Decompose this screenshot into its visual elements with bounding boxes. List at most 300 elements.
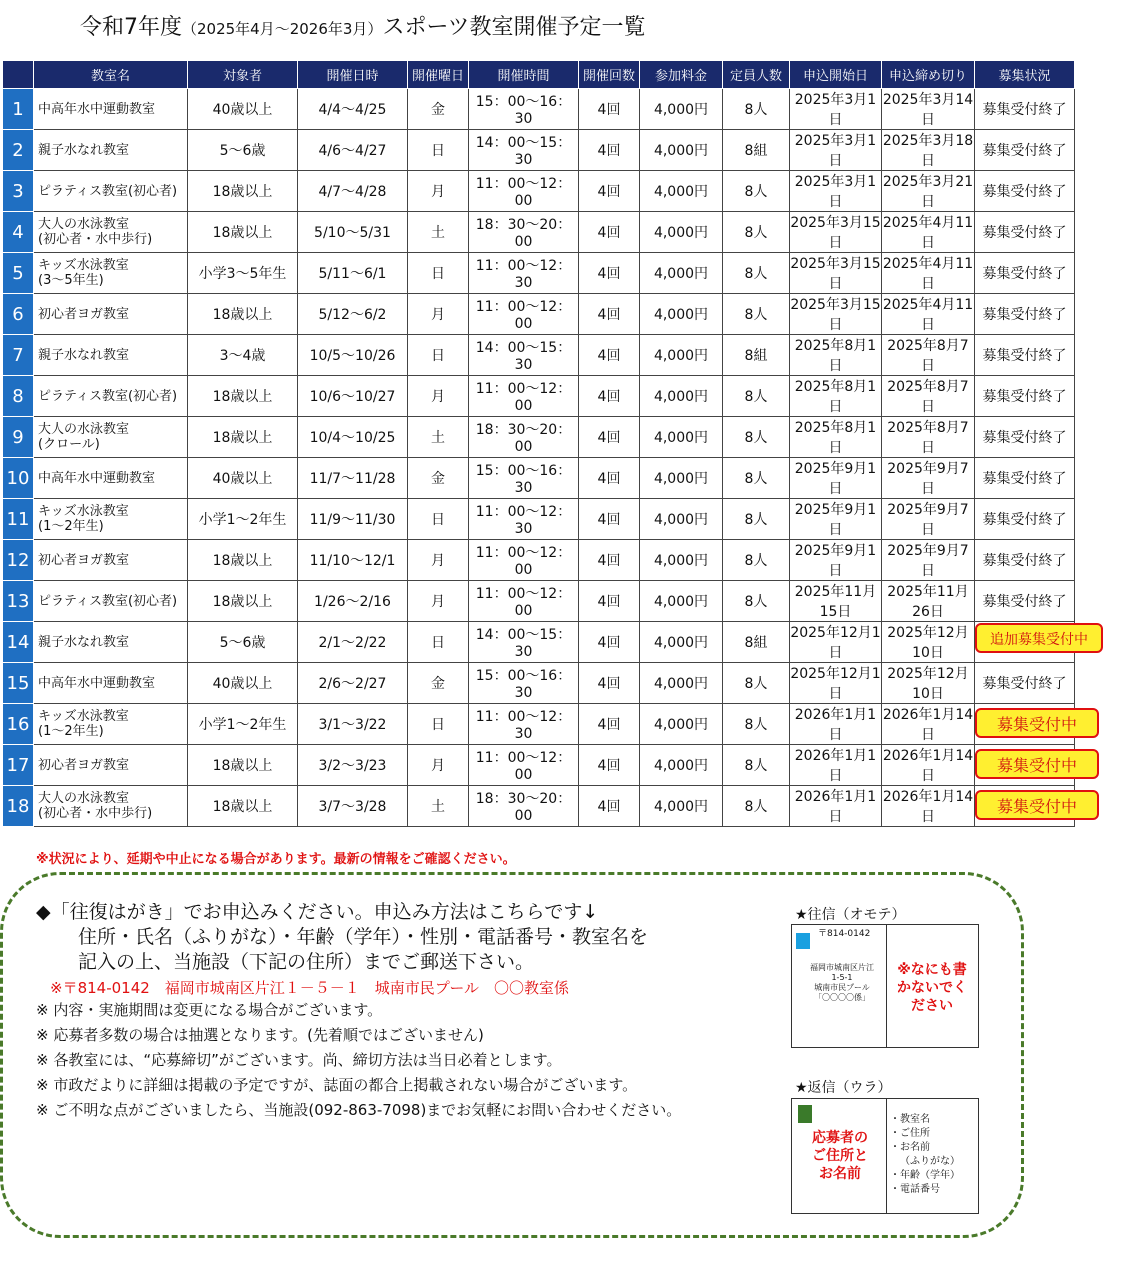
class-name <box>34 499 188 540</box>
weekday: 月 <box>408 294 469 335</box>
fee: 4,000円 <box>640 171 723 212</box>
status-cell <box>975 704 1075 745</box>
table-row <box>3 335 1075 376</box>
card-back-item: ・電話番号 <box>890 1184 940 1195</box>
status-cell: 募集受付終了 <box>975 212 1075 253</box>
class-name-line: (クロール) <box>38 437 100 452</box>
row-number: 2 <box>3 130 34 171</box>
apply-end: 2026年1月14日 <box>882 704 975 745</box>
status-cell: 募集受付終了 <box>975 417 1075 458</box>
row-number: 4 <box>3 212 34 253</box>
count: 4回 <box>579 335 640 376</box>
fee: 4,000円 <box>640 335 723 376</box>
status-cell: 募集受付終了 <box>975 663 1075 704</box>
table-row <box>3 253 1075 294</box>
row-number: 17 <box>3 745 34 786</box>
class-name-line: 大人の水泳教室 <box>38 791 130 806</box>
status-cell: 募集受付終了 <box>975 294 1075 335</box>
column-header: 定員人数 <box>723 61 790 89</box>
class-name <box>34 745 188 786</box>
apply-start: 2025年9月1日 <box>790 540 882 581</box>
apply-end: 2026年1月14日 <box>882 786 975 827</box>
apply-end: 2025年3月14日 <box>882 89 975 130</box>
count: 4回 <box>579 417 640 458</box>
target: 小学1～2年生 <box>188 499 298 540</box>
class-name-line: 初心者ヨガ教室 <box>38 552 130 568</box>
class-name-line: 中高年水中運動教室 <box>38 470 156 486</box>
status-cell: 募集受付終了 <box>975 581 1075 622</box>
count: 4回 <box>579 89 640 130</box>
status-badge: 募集受付中 <box>975 708 1099 738</box>
status-cell: 募集受付終了 <box>975 335 1075 376</box>
notice-text: ※状況により、延期や中止になる場合があります。最新の情報をご確認ください。 <box>36 852 516 867</box>
apply-start: 2025年3月1日 <box>790 89 882 130</box>
status-cell: 募集受付終了 <box>975 540 1075 581</box>
time: 18：30～20：00 <box>469 212 579 253</box>
time: 11：00～12：00 <box>469 581 579 622</box>
column-header: 開催時間 <box>469 61 579 89</box>
card-front <box>791 924 979 1048</box>
class-name <box>34 663 188 704</box>
capacity: 8人 <box>723 786 790 827</box>
count: 4回 <box>579 704 640 745</box>
dates: 5/12～6/2 <box>298 294 408 335</box>
target: 40歳以上 <box>188 663 298 704</box>
dates: 11/7～11/28 <box>298 458 408 499</box>
apply-start: 2025年12月1日 <box>790 663 882 704</box>
apply-start: 2025年8月1日 <box>790 376 882 417</box>
info-lines <box>36 900 681 1123</box>
weekday: 月 <box>408 376 469 417</box>
weekday: 土 <box>408 212 469 253</box>
capacity: 8人 <box>723 294 790 335</box>
fee: 4,000円 <box>640 212 723 253</box>
dates: 3/7～3/28 <box>298 786 408 827</box>
target: 18歳以上 <box>188 171 298 212</box>
weekday: 月 <box>408 540 469 581</box>
apply-end: 2025年3月18日 <box>882 130 975 171</box>
apply-end: 2026年1月14日 <box>882 745 975 786</box>
class-name-line: 親子水なれ教室 <box>38 634 130 650</box>
time: 11：00～12：30 <box>469 704 579 745</box>
table-header-row <box>3 61 1075 89</box>
apply-start: 2026年1月1日 <box>790 786 882 827</box>
class-name <box>34 540 188 581</box>
row-number: 16 <box>3 704 34 745</box>
count: 4回 <box>579 622 640 663</box>
class-name-line: 初心者ヨガ教室 <box>38 757 130 773</box>
capacity: 8人 <box>723 417 790 458</box>
card-address: 福岡市城南区片江 1-5-1 城南市民プール 「〇〇〇〇係」 <box>810 963 874 1002</box>
row-number: 7 <box>3 335 34 376</box>
apply-start: 2026年1月1日 <box>790 704 882 745</box>
status-cell: 募集受付終了 <box>975 89 1075 130</box>
target: 40歳以上 <box>188 89 298 130</box>
count: 4回 <box>579 581 640 622</box>
column-header: 申込締め切り <box>882 61 975 89</box>
card-back-item: ・年齢（学年） <box>890 1170 960 1181</box>
note-line: ※ ご不明な点がございましたら、当施設(092-863-7098)までお気軽にお問い合わせください。 <box>36 1101 682 1119</box>
column-header: 開催曜日 <box>408 61 469 89</box>
count: 4回 <box>579 130 640 171</box>
card-back-item: （ふりがな） <box>900 1156 960 1167</box>
count: 4回 <box>579 663 640 704</box>
time: 11：00～12：00 <box>469 745 579 786</box>
dates: 11/10～12/1 <box>298 540 408 581</box>
target: 3～4歳 <box>188 335 298 376</box>
target: 5～6歳 <box>188 130 298 171</box>
target: 小学3～5年生 <box>188 253 298 294</box>
row-number: 5 <box>3 253 34 294</box>
capacity: 8人 <box>723 663 790 704</box>
row-number: 12 <box>3 540 34 581</box>
class-name <box>34 417 188 458</box>
table-row <box>3 786 1075 827</box>
time: 11：00～12：00 <box>469 376 579 417</box>
count: 4回 <box>579 212 640 253</box>
column-header <box>3 61 34 89</box>
table-row <box>3 458 1075 499</box>
stamp-icon <box>796 933 810 949</box>
table-row <box>3 417 1075 458</box>
target: 18歳以上 <box>188 376 298 417</box>
row-number: 11 <box>3 499 34 540</box>
time: 11：00～12：00 <box>469 540 579 581</box>
time: 14：00～15：30 <box>469 335 579 376</box>
class-name-line: 親子水なれ教室 <box>38 347 130 363</box>
apply-end: 2025年3月21日 <box>882 171 975 212</box>
time: 11：00～12：00 <box>469 294 579 335</box>
table-row <box>3 212 1075 253</box>
class-name-line: キッズ水泳教室 <box>38 258 129 273</box>
time: 11：00～12：00 <box>469 171 579 212</box>
card-back-item: ・お名前 <box>890 1142 930 1153</box>
note-line: ※ 市政だよりに詳細は掲載の予定ですが、誌面の都合上掲載されない場合がございます。 <box>36 1076 638 1094</box>
weekday: 日 <box>408 253 469 294</box>
fee: 4,000円 <box>640 130 723 171</box>
status-badge: 募集受付中 <box>975 790 1099 820</box>
info-line-3: 記入の上、当施設（下記の住所）までご郵送下さい。 <box>78 951 535 973</box>
fee: 4,000円 <box>640 704 723 745</box>
class-name <box>34 130 188 171</box>
card-warning: ※なにも書 かないでく ださい <box>897 962 967 1014</box>
apply-start: 2025年3月15日 <box>790 212 882 253</box>
class-name <box>34 171 188 212</box>
class-name-line: 親子水なれ教室 <box>38 142 130 158</box>
card-divider <box>886 925 887 1047</box>
card-back-red-text: 応募者の ご住所と お名前 <box>812 1130 868 1182</box>
apply-end: 2025年9月7日 <box>882 540 975 581</box>
class-name-line: キッズ水泳教室 <box>38 709 129 724</box>
notes-list <box>36 998 681 1123</box>
status-cell: 募集受付終了 <box>975 458 1075 499</box>
dates: 2/1～2/22 <box>298 622 408 663</box>
row-number: 3 <box>3 171 34 212</box>
count: 4回 <box>579 499 640 540</box>
status-badge: 募集受付中 <box>975 749 1099 779</box>
table-row <box>3 745 1075 786</box>
class-name-line: 中高年水中運動教室 <box>38 101 156 117</box>
class-name-line: 初心者ヨガ教室 <box>38 306 130 322</box>
row-number: 14 <box>3 622 34 663</box>
fee: 4,000円 <box>640 745 723 786</box>
class-name-line: ピラティス教室(初心者) <box>38 183 178 199</box>
class-name-line: (1～2年生) <box>38 519 104 534</box>
fee: 4,000円 <box>640 663 723 704</box>
weekday: 日 <box>408 622 469 663</box>
class-name-line: (初心者・水中歩行) <box>38 232 153 247</box>
info-line-1: ◆「往復はがき」でお申込みください。申込み方法はこちらです↓ <box>36 901 599 923</box>
capacity: 8人 <box>723 89 790 130</box>
class-name <box>34 786 188 827</box>
time: 15：00～16：30 <box>469 89 579 130</box>
count: 4回 <box>579 458 640 499</box>
column-header: 開催日時 <box>298 61 408 89</box>
apply-start: 2026年1月1日 <box>790 745 882 786</box>
column-header: 参加料金 <box>640 61 723 89</box>
table-row <box>3 171 1075 212</box>
apply-end: 2025年8月7日 <box>882 376 975 417</box>
dates: 10/4～10/25 <box>298 417 408 458</box>
status-badge: 追加募集受付中 <box>975 623 1103 653</box>
weekday: 日 <box>408 704 469 745</box>
class-name <box>34 212 188 253</box>
fee: 4,000円 <box>640 786 723 827</box>
class-name-line: (初心者・水中歩行) <box>38 806 153 821</box>
card-front-label: ★往信（オモテ） <box>795 907 906 923</box>
row-number: 18 <box>3 786 34 827</box>
fee: 4,000円 <box>640 540 723 581</box>
note-line: ※ 内容・実施期間は変更になる場合がございます。 <box>36 1001 383 1019</box>
capacity: 8組 <box>723 622 790 663</box>
capacity: 8人 <box>723 458 790 499</box>
apply-start: 2025年3月1日 <box>790 171 882 212</box>
time: 11：00～12：30 <box>469 253 579 294</box>
class-name <box>34 335 188 376</box>
count: 4回 <box>579 745 640 786</box>
dates: 5/11～6/1 <box>298 253 408 294</box>
count: 4回 <box>579 376 640 417</box>
time: 14：00～15：30 <box>469 130 579 171</box>
class-name <box>34 294 188 335</box>
status-cell: 募集受付終了 <box>975 499 1075 540</box>
fee: 4,000円 <box>640 253 723 294</box>
note-line: ※ 各教室には、“応募締切”がございます。尚、締切方法は当日必着とします。 <box>36 1051 562 1069</box>
card-back-item: ・ご住所 <box>890 1128 930 1139</box>
table-row <box>3 581 1075 622</box>
time: 11：00～12：30 <box>469 499 579 540</box>
fee: 4,000円 <box>640 458 723 499</box>
weekday: 日 <box>408 499 469 540</box>
class-name <box>34 89 188 130</box>
fee: 4,000円 <box>640 294 723 335</box>
row-number: 15 <box>3 663 34 704</box>
apply-start: 2025年12月1日 <box>790 622 882 663</box>
target: 18歳以上 <box>188 581 298 622</box>
column-header: 募集状況 <box>975 61 1075 89</box>
weekday: 月 <box>408 171 469 212</box>
schedule-table <box>2 60 1088 827</box>
status-cell <box>975 786 1075 827</box>
count: 4回 <box>579 171 640 212</box>
apply-end: 2025年8月7日 <box>882 417 975 458</box>
count: 4回 <box>579 294 640 335</box>
capacity: 8人 <box>723 745 790 786</box>
weekday: 土 <box>408 417 469 458</box>
count: 4回 <box>579 540 640 581</box>
fee: 4,000円 <box>640 499 723 540</box>
class-name-line: 大人の水泳教室 <box>38 217 130 232</box>
table-row <box>3 294 1075 335</box>
target: 18歳以上 <box>188 417 298 458</box>
row-number: 13 <box>3 581 34 622</box>
weekday: 日 <box>408 335 469 376</box>
apply-end: 2025年12月10日 <box>882 663 975 704</box>
table-row <box>3 663 1075 704</box>
apply-start: 2025年8月1日 <box>790 417 882 458</box>
capacity: 8人 <box>723 540 790 581</box>
status-cell: 募集受付終了 <box>975 171 1075 212</box>
column-header: 申込開始日 <box>790 61 882 89</box>
column-header: 対象者 <box>188 61 298 89</box>
capacity: 8人 <box>723 499 790 540</box>
apply-end: 2025年4月11日 <box>882 294 975 335</box>
apply-start: 2025年9月1日 <box>790 499 882 540</box>
apply-end: 2025年9月7日 <box>882 499 975 540</box>
table-row <box>3 622 1075 663</box>
table-row <box>3 499 1075 540</box>
apply-end: 2025年8月7日 <box>882 335 975 376</box>
capacity: 8人 <box>723 212 790 253</box>
class-name <box>34 622 188 663</box>
time: 18：30～20：00 <box>469 417 579 458</box>
dates: 11/9～11/30 <box>298 499 408 540</box>
capacity: 8人 <box>723 704 790 745</box>
dates: 10/5～10/26 <box>298 335 408 376</box>
apply-end: 2025年9月7日 <box>882 458 975 499</box>
status-cell <box>975 622 1088 663</box>
card-divider <box>886 1099 887 1213</box>
card-back <box>791 1098 979 1214</box>
dates: 1/26～2/16 <box>298 581 408 622</box>
target: 18歳以上 <box>188 540 298 581</box>
target: 5～6歳 <box>188 622 298 663</box>
apply-start: 2025年3月1日 <box>790 130 882 171</box>
card-back-label: ★返信（ウラ） <box>795 1080 892 1096</box>
weekday: 月 <box>408 745 469 786</box>
class-name-line: ピラティス教室(初心者) <box>38 593 178 609</box>
target: 40歳以上 <box>188 458 298 499</box>
capacity: 8組 <box>723 130 790 171</box>
capacity: 8人 <box>723 253 790 294</box>
apply-start: 2025年8月1日 <box>790 335 882 376</box>
weekday: 金 <box>408 458 469 499</box>
class-name <box>34 581 188 622</box>
target: 小学1～2年生 <box>188 704 298 745</box>
row-number: 1 <box>3 89 34 130</box>
table-row <box>3 704 1075 745</box>
dates: 2/6～2/27 <box>298 663 408 704</box>
apply-end: 2025年12月10日 <box>882 622 975 663</box>
capacity: 8人 <box>723 171 790 212</box>
status-cell: 募集受付終了 <box>975 376 1075 417</box>
class-name <box>34 376 188 417</box>
fee: 4,000円 <box>640 581 723 622</box>
apply-end: 2025年4月11日 <box>882 253 975 294</box>
apply-start: 2025年11月15日 <box>790 581 882 622</box>
apply-start: 2025年3月15日 <box>790 253 882 294</box>
row-number: 9 <box>3 417 34 458</box>
dates: 4/6～4/27 <box>298 130 408 171</box>
target: 18歳以上 <box>188 294 298 335</box>
weekday: 日 <box>408 130 469 171</box>
dates: 5/10～5/31 <box>298 212 408 253</box>
weekday: 月 <box>408 581 469 622</box>
fee: 4,000円 <box>640 417 723 458</box>
time: 14：00～15：30 <box>469 622 579 663</box>
target: 18歳以上 <box>188 786 298 827</box>
capacity: 8人 <box>723 581 790 622</box>
stamp-icon <box>798 1105 812 1123</box>
time: 15：00～16：30 <box>469 663 579 704</box>
card-zip: 〒814-0142 <box>818 929 871 939</box>
info-line-2: 住所・氏名（ふりがな）・年齢（学年）・性別・電話番号・教室名を <box>78 926 649 948</box>
page-title: 令和7年度（2025年4月～2026年3月）スポーツ教室開催予定一覧 <box>80 15 646 40</box>
count: 4回 <box>579 253 640 294</box>
time: 18：30～20：00 <box>469 786 579 827</box>
target: 18歳以上 <box>188 212 298 253</box>
class-name <box>34 458 188 499</box>
table-row <box>3 376 1075 417</box>
dates: 3/2～3/23 <box>298 745 408 786</box>
target: 18歳以上 <box>188 745 298 786</box>
capacity: 8人 <box>723 376 790 417</box>
fee: 4,000円 <box>640 89 723 130</box>
capacity: 8組 <box>723 335 790 376</box>
fee: 4,000円 <box>640 376 723 417</box>
apply-start: 2025年3月15日 <box>790 294 882 335</box>
class-name-line: (3～5年生) <box>38 273 104 288</box>
mail-address: ※〒814-0142 福岡市城南区片江１－５－１ 城南市民プール 〇〇教室係 <box>50 979 570 997</box>
fee: 4,000円 <box>640 622 723 663</box>
table-row <box>3 540 1075 581</box>
class-name-line: キッズ水泳教室 <box>38 504 129 519</box>
status-cell <box>975 745 1075 786</box>
apply-start: 2025年9月1日 <box>790 458 882 499</box>
time: 15：00～16：30 <box>469 458 579 499</box>
weekday: 金 <box>408 89 469 130</box>
column-header: 教室名 <box>34 61 188 89</box>
apply-end: 2025年4月11日 <box>882 212 975 253</box>
row-number: 8 <box>3 376 34 417</box>
card-back-item: ・教室名 <box>890 1114 930 1125</box>
dates: 3/1～3/22 <box>298 704 408 745</box>
row-number: 6 <box>3 294 34 335</box>
apply-end: 2025年11月26日 <box>882 581 975 622</box>
weekday: 土 <box>408 786 469 827</box>
dates: 4/4～4/25 <box>298 89 408 130</box>
card-back-items <box>890 1113 960 1197</box>
count: 4回 <box>579 786 640 827</box>
class-name <box>34 253 188 294</box>
column-header: 開催回数 <box>579 61 640 89</box>
class-name <box>34 704 188 745</box>
table-row <box>3 89 1075 130</box>
class-name-line: 大人の水泳教室 <box>38 422 130 437</box>
class-name-line: 中高年水中運動教室 <box>38 675 156 691</box>
weekday: 金 <box>408 663 469 704</box>
dates: 4/7～4/28 <box>298 171 408 212</box>
